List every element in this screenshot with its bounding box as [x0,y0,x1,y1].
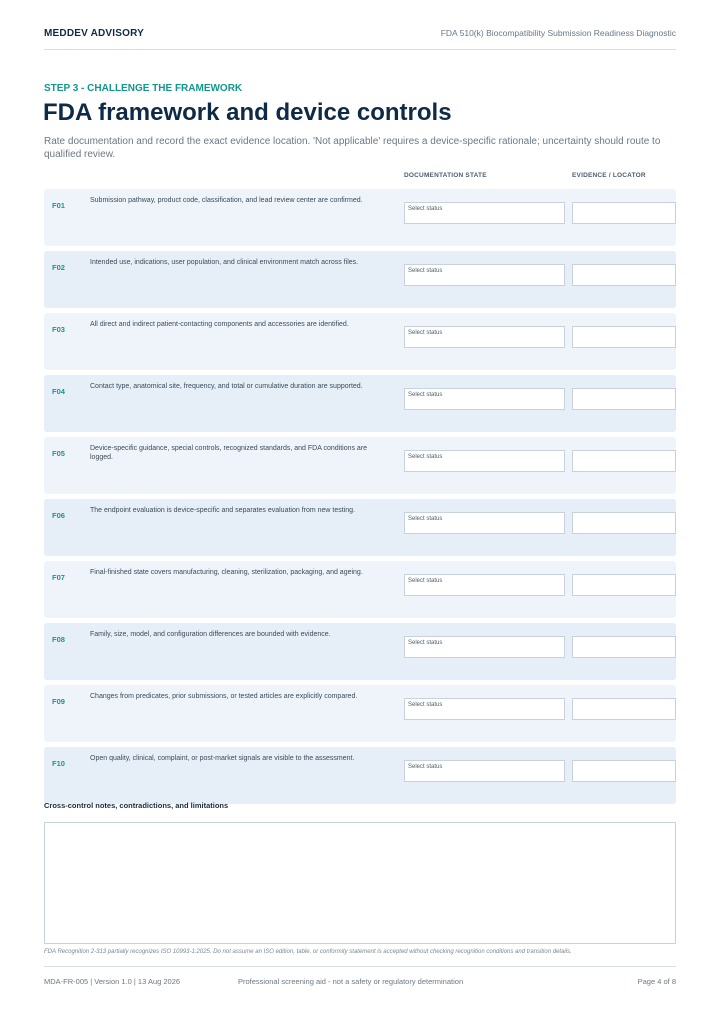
control-id: F01 [52,201,65,210]
documentation-state-select[interactable] [404,388,565,410]
notes-label: Cross-control notes, contradictions, and limitations [44,801,229,810]
evidence-locator-input[interactable] [572,698,676,720]
evidence-locator-input[interactable] [572,388,676,410]
control-id: F02 [52,263,65,272]
control-description: Contact type, anatomical site, frequency, and total or cumulative duration are supported. [90,383,363,390]
control-description: Submission pathway, product code, classification, and lead review center are confirmed. [90,197,363,204]
control-id: F07 [52,573,65,582]
control-description: Final-finished state covers manufacturing, cleaning, sterilization, packaging, and ageing. [90,569,363,576]
select-status-value: Select status [408,640,443,646]
page-number: Page 4 of 8 [637,977,676,986]
evidence-locator-input[interactable] [572,202,676,224]
page-header [44,28,676,50]
documentation-state-select[interactable] [404,760,565,782]
control-row [44,189,676,246]
notes-textarea[interactable] [44,822,676,944]
select-status-value: Select status [408,516,443,522]
control-row [44,623,676,680]
control-row [44,747,676,804]
control-id: F08 [52,635,65,644]
select-status-value: Select status [408,578,443,584]
page-title: FDA framework and device controls [43,99,452,126]
control-id: F06 [52,511,65,520]
documentation-state-select[interactable] [404,512,565,534]
document-title: FDA 510(k) Biocompatibility Submission Readiness Diagnostic [440,28,676,38]
control-row [44,437,676,494]
select-status-value: Select status [408,330,443,336]
column-header-evidence-locator: EVIDENCE / LOCATOR [572,172,646,179]
control-row [44,685,676,742]
select-status-value: Select status [408,392,443,398]
evidence-locator-input[interactable] [572,512,676,534]
evidence-locator-input[interactable] [572,450,676,472]
select-status-value: Select status [408,268,443,274]
documentation-state-select[interactable] [404,574,565,596]
control-id: F05 [52,449,65,458]
intro-text: Rate documentation and record the exact evidence location. 'Not applicable' requires a device-specific rationale; uncertainty should route to qualified review. [44,136,661,160]
control-row [44,375,676,432]
control-row [44,251,676,308]
documentation-state-select[interactable] [404,264,565,286]
control-row [44,499,676,556]
select-status-value: Select status [408,454,443,460]
documentation-state-select[interactable] [404,326,565,348]
control-description: Device-specific guidance, special controls, recognized standards, and FDA conditions are logged. [90,445,368,461]
evidence-locator-input[interactable] [572,574,676,596]
evidence-locator-input[interactable] [572,636,676,658]
evidence-locator-input[interactable] [572,264,676,286]
control-id: F09 [52,697,65,706]
footer-notice: Professional screening aid - not a safety or regulatory determination [238,977,464,986]
control-description: The endpoint evaluation is device-specific and separates evaluation from new testing. [90,507,355,514]
documentation-state-select[interactable] [404,698,565,720]
documentation-state-select[interactable] [404,636,565,658]
brand-name: MEDDEV ADVISORY [44,28,145,39]
select-status-value: Select status [408,764,443,770]
select-status-value: Select status [408,206,443,212]
control-description: Family, size, model, and configuration differences are bounded with evidence. [90,631,331,638]
control-description: Intended use, indications, user population, and clinical environment match across files. [90,259,359,266]
control-description: All direct and indirect patient-contacting components and accessories are identified. [90,321,349,328]
control-row [44,561,676,618]
control-id: F04 [52,387,65,396]
select-status-value: Select status [408,702,443,708]
control-row [44,313,676,370]
disclaimer-text: FDA Recognition 2-313 partially recognizes ISO 10993-1:2025. Do not assume an ISO edition, table, or conformity statement is accepted without checking recognition conditions and transition details. [44,949,572,955]
step-label: STEP 3 - CHALLENGE THE FRAMEWORK [44,83,243,94]
evidence-locator-input[interactable] [572,760,676,782]
footer-doc-id: MDA-FR-005 | Version 1.0 | 13 Aug 2026 [44,977,181,986]
control-description: Open quality, clinical, complaint, or post-market signals are visible to the assessment. [90,755,355,762]
documentation-state-select[interactable] [404,202,565,224]
documentation-state-select[interactable] [404,450,565,472]
control-description: Changes from predicates, prior submissions, or tested articles are explicitly compared. [90,693,358,700]
control-id: F03 [52,325,65,334]
control-id: F10 [52,759,65,768]
evidence-locator-input[interactable] [572,326,676,348]
page-footer [44,966,676,986]
column-header-documentation-state: DOCUMENTATION STATE [404,172,487,179]
